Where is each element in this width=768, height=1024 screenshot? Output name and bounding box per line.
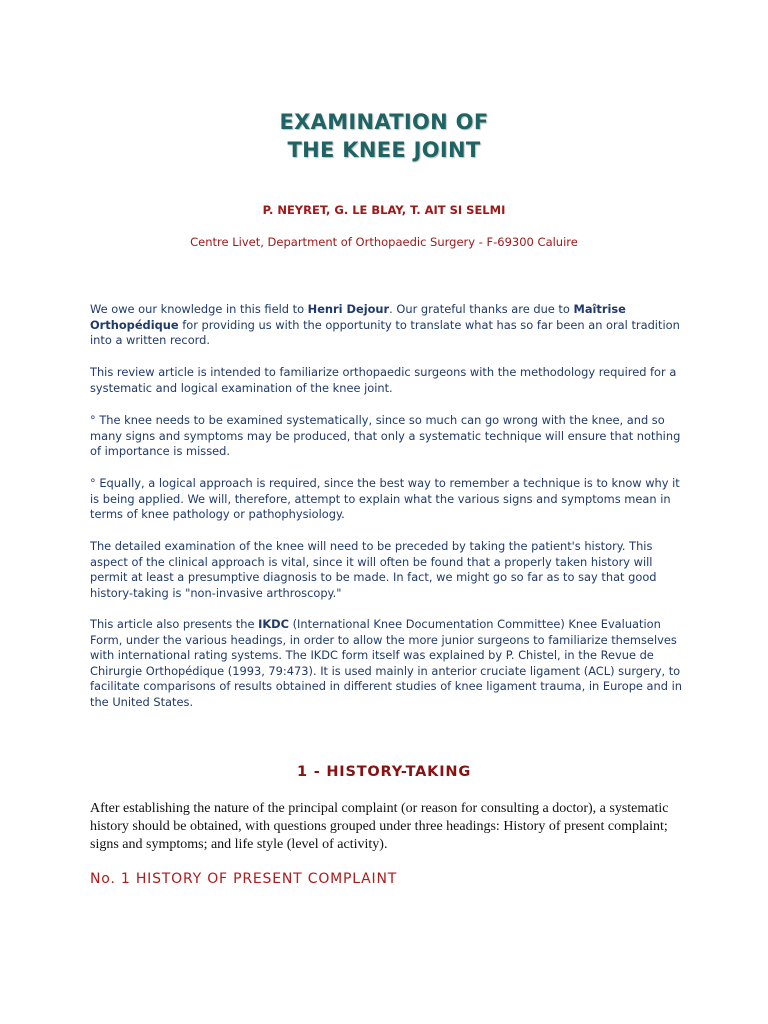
- document-title: [0, 108, 768, 164]
- paragraph-history: The detailed examination of the knee will need to be preceded by taking the patient's history. This aspect of the clinical approach is vital, since it will often be found that a properly taken history will permit at least a presumptive diagnosis to be made. In fact, we might go so far as to say that good history-taking is "non-invasive arthroscopy.": [90, 539, 657, 600]
- paragraph-ikdc: [90, 617, 690, 711]
- affiliation: Centre Livet, Department of Orthopaedic Surgery - F-69300 Caluire: [190, 235, 578, 249]
- paragraph-systematic: ° The knee needs to be examined systematically, since so much can go wrong with the knee, and so many signs and symptoms may be produced, that only a systematic technique will ensure that nothing of importance is missed.: [90, 413, 681, 459]
- paragraph-logical: ° Equally, a logical approach is required, since the best way to remember a technique is to know why it is being applied. We will, therefore, attempt to explain what the various signs and symptoms mean in terms of knee pathology or pathophysiology.: [90, 476, 680, 522]
- subsection-heading: No. 1 HISTORY OF PRESENT COMPLAINT: [90, 871, 398, 887]
- paragraph-purpose: This review article is intended to familiarize orthopaedic surgeons with the methodology required for a systematic and logical examination of the knee joint.: [90, 365, 677, 395]
- paragraph-text: This article also presents the: [90, 617, 259, 631]
- paragraph-text: We owe our knowledge in this field to: [90, 302, 308, 316]
- paragraph-text: (International Knee Documentation Committee) Knee Evaluation Form, under the various headings, in order to allow the more junior surgeons to familiarize themselves with international rating systems. The IKDC form itself was explained by P. Chistel, in the Revue de Chirurgie Orthopédique (1993, 79:473). It is used mainly in anterior cruciate ligament (ACL) surgery, to facilitate comparisons of results obtained in different studies of knee ligament trauma, in Europe and in the United States.: [90, 617, 682, 709]
- paragraph-text: . Our grateful thanks are due to: [389, 302, 574, 316]
- title-line-2: THE KNEE JOINT: [287, 138, 481, 162]
- bold-name: Maîtrise Orthopédique: [90, 302, 626, 332]
- bold-name: Henri Dejour: [307, 302, 390, 316]
- paragraph-text: for providing us with the opportunity to translate what has so far been an oral tradition into a written record.: [90, 317, 680, 348]
- title-line-1: EXAMINATION OF: [279, 110, 489, 134]
- paragraph-acknowledgement: [90, 302, 690, 349]
- bold-acronym: IKDC: [258, 617, 289, 631]
- section-intro: After establishing the nature of the principal complaint (or reason for consulting a doctor), a systematic history should be obtained, with questions grouped under three headings: History of present complaint; signs and symptoms; and life style (level of activity).: [90, 801, 669, 852]
- authors: P. NEYRET, G. LE BLAY, T. AIT SI SELMI: [262, 203, 506, 217]
- section-heading: 1 - HISTORY-TAKING: [296, 764, 472, 780]
